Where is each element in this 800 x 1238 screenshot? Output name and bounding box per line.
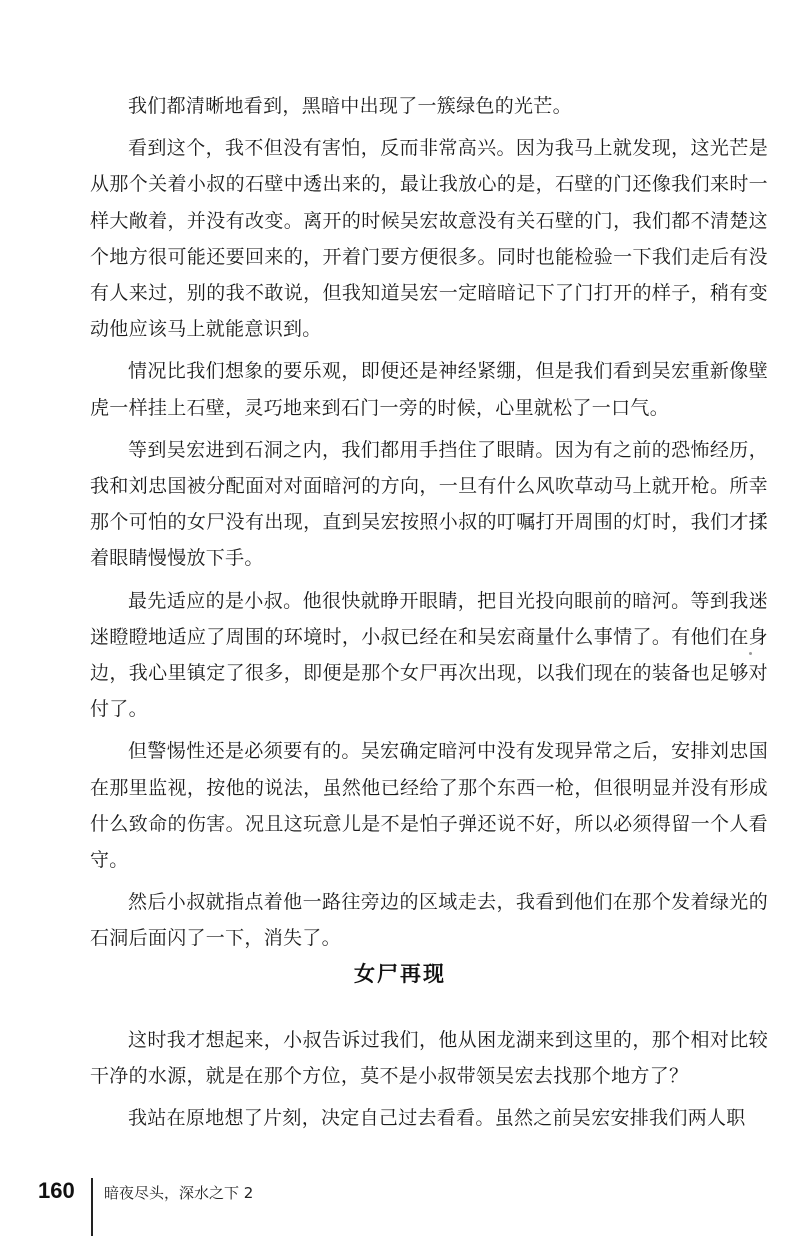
paragraph: 但警惕性还是必须要有的。吴宏确定暗河中没有发现异常之后，安排刘忠国在那里监视，按他的说法，虽然他已经给了那个东西一枪，但很明显并没有形成什么致命的伤害。况且这玩意儿是不是怕子弹还说不好，所以必须得留一个人看守。 [90,740,768,872]
chapter-text-block [90,1022,768,1143]
running-title: 暗夜尽头，深水之下 2 [104,1184,254,1202]
scan-speck [749,652,752,655]
paragraph: 我站在原地想了片刻，决定自己过去看看。虽然之前吴宏安排我们两人职 [128,1107,746,1130]
page-number: 160 [38,1178,75,1203]
paragraph: 情况比我们想象的要乐观，即便还是神经紧绷，但是我们看到吴宏重新像壁虎一样挂上石壁，灵巧地来到石门一旁的时候，心里就松了一口气。 [90,360,768,419]
paragraph: 这时我才想起来，小叔告诉过我们，他从困龙湖来到这里的，那个相对比较干净的水源，就是在那个方位，莫不是小叔带领吴宏去找那个地方了？ [90,1029,768,1088]
paragraph: 最先适应的是小叔。他很快就睁开眼睛，把目光投向眼前的暗河。等到我迷迷瞪瞪地适应了周围的环境时，小叔已经在和吴宏商量什么事情了。有他们在身边，我心里镇定了很多，即便是那个女尸再次出现，以我们现在的装备也足够对付了。 [90,589,768,721]
paragraph: 看到这个，我不但没有害怕，反而非常高兴。因为我马上就发现，这光芒是从那个关着小叔的石壁中透出来的，最让我放心的是，石壁的门还像我们来时一样大敞着，并没有改变。离开的时候吴宏故意没有关石壁的门，我们都不清楚这个地方很可能还要回来的，开着门要方便很多。同时也能检验一下我们走后有没有人来过，别的我不敢说，但我知道吴宏一定暗暗记下了门打开的样子，稍有变动他应该马上就能意识到。 [90,137,768,341]
paragraph: 我们都清晰地看到，黑暗中出现了一簇绿色的光芒。 [128,95,572,117]
footer-divider [91,1178,93,1236]
paragraph: 然后小叔就指点着他一路往旁边的区域走去，我看到他们在那个发着绿光的石洞后面闪了一下，消失了。 [90,891,768,950]
chapter-title: 女尸再现 [354,962,446,986]
main-text-block [90,88,768,963]
paragraph: 等到吴宏进到石洞之内，我们都用手挡住了眼睛。因为有之前的恐怖经历，我和刘忠国被分配面对对面暗河的方向，一旦有什么风吹草动马上就开枪。所幸那个可怕的女尸没有出现，直到吴宏按照小叔的叮嘱打开周围的灯时，我们才揉着眼睛慢慢放下手。 [90,438,768,570]
